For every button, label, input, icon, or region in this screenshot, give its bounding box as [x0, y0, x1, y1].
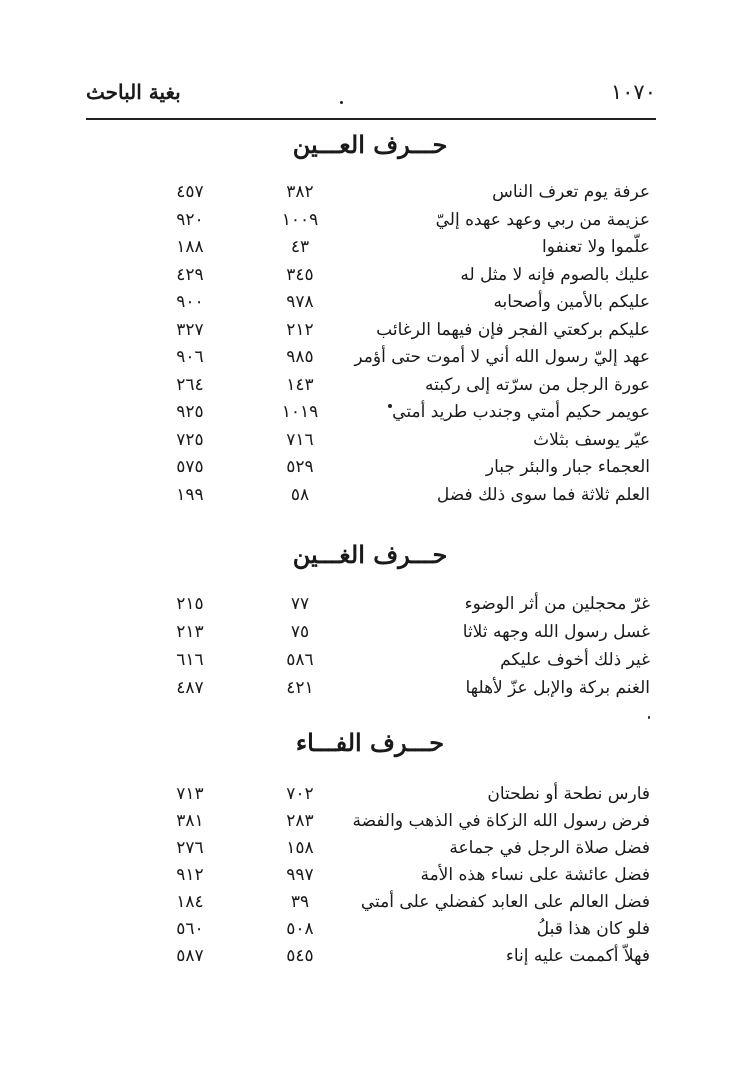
entry-text: عليكم بركعتي الفجر فإن فيهما الرغائب — [376, 319, 650, 340]
entry-row — [0, 457, 734, 485]
entry-text: عورة الرجل من سرّته إلى ركبته — [425, 374, 650, 395]
page-reference: ٧١٣ — [176, 784, 204, 804]
entry-row — [0, 838, 734, 865]
section-title-ain: حـــرف العـــين — [292, 130, 448, 159]
page-reference: ٣٢٧ — [176, 319, 204, 340]
entry-text: فهلاّ أكممت عليه إناء — [505, 946, 650, 966]
entry-row — [0, 919, 734, 946]
entry-text: فضل عائشة على نساء هذه الأمة — [420, 865, 650, 885]
entry-row — [0, 594, 734, 622]
page-reference: ٢٧٦ — [176, 838, 204, 858]
reference-number: ٥٨ — [290, 484, 310, 505]
reference-number: ٩٨٥ — [286, 347, 314, 367]
entry-text: عليك بالصوم فإنه لا مثل له — [460, 264, 650, 285]
page-reference: ٢٦٤ — [176, 374, 204, 395]
entry-row — [0, 265, 734, 293]
reference-number: ٢١٢ — [286, 319, 314, 340]
page-reference: ٩٢٥ — [176, 402, 204, 422]
page-reference: ١٨٤ — [176, 892, 204, 912]
reference-number: ٣٤٥ — [286, 264, 314, 285]
entry-row — [0, 292, 734, 320]
entry-row — [0, 650, 734, 678]
entry-row — [0, 182, 734, 210]
entry-text: الغنم بركة والإبل عزّ لأهلها — [465, 678, 650, 698]
page-number: ١٠٧٠ — [610, 80, 656, 104]
scan-speck — [648, 716, 650, 719]
page-reference: ٥٨٧ — [176, 946, 204, 966]
page-reference: ٦١٦ — [176, 650, 204, 670]
scan-speck — [340, 101, 343, 104]
entry-row — [0, 622, 734, 650]
entry-text: فلو كان هذا قبلُ — [536, 919, 650, 939]
entry-row — [0, 347, 734, 375]
reference-number: ٧٥ — [290, 622, 310, 642]
reference-number: ٤٢١ — [286, 678, 314, 698]
entry-text: علّموا ولا تعنفوا — [542, 237, 650, 257]
entry-text: فرض رسول الله الزكاة في الذهب والفضة — [352, 811, 650, 831]
page-reference: ٩٠٦ — [176, 347, 204, 367]
entry-list-ghain — [0, 594, 734, 706]
page-reference: ١٨٨ — [176, 237, 204, 257]
entry-row — [0, 946, 734, 973]
page-reference: ٩١٢ — [176, 865, 204, 885]
page-reference: ٥٧٥ — [176, 457, 204, 477]
reference-number: ٩٩٧ — [286, 865, 314, 885]
entry-row — [0, 865, 734, 892]
entry-row — [0, 784, 734, 811]
entry-text: العجماء جبار والبئر جبار — [485, 457, 650, 477]
entry-row — [0, 811, 734, 838]
page-reference: ٩٠٠ — [176, 292, 204, 312]
reference-number: ٩٧٨ — [286, 292, 314, 312]
page-reference: ١٩٩ — [176, 484, 204, 505]
section-title-fa: حـــرف الفـــاء — [295, 728, 445, 757]
entry-row — [0, 430, 734, 458]
entry-text: عهد إليّ رسول الله أني لا أموت حتى أؤمر — [354, 347, 650, 367]
entry-text: فارس نطحة أو نطحتان — [487, 784, 650, 804]
entry-text: عليكم بالأمين وأصحابه — [493, 292, 650, 312]
entry-text: العلم ثلاثة فما سوى ذلك فضل — [436, 484, 650, 505]
entry-text: عويمر حكيم أمتي وجندب طريد أمتي — [392, 402, 650, 422]
entry-text: عيّر يوسف بثلاث — [533, 429, 650, 450]
entry-row — [0, 237, 734, 265]
scan-speck — [388, 404, 392, 408]
reference-number: ٧٧ — [290, 594, 310, 614]
entry-text: عزيمة من ربي وعهد عهده إليّ — [435, 209, 650, 230]
page-reference: ٢١٣ — [176, 622, 204, 642]
entry-row — [0, 485, 734, 513]
header-rule — [86, 118, 656, 120]
reference-number: ٣٩ — [290, 892, 310, 912]
reference-number: ٧١٦ — [286, 429, 314, 450]
entry-row — [0, 210, 734, 238]
entry-list-ain — [0, 182, 734, 512]
page-reference: ٧٢٥ — [176, 429, 204, 450]
reference-number: ٧٠٢ — [286, 784, 314, 804]
reference-number: ٥٢٩ — [286, 457, 314, 477]
reference-number: ١٠١٩ — [281, 402, 319, 422]
entry-row — [0, 678, 734, 706]
reference-number: ٥٠٨ — [286, 919, 314, 939]
entry-text: فضل العالم على العابد كفضلي على أمتي — [360, 892, 650, 912]
entry-text: فضل صلاة الرجل في جماعة — [449, 838, 650, 858]
running-title: بغية الباحث — [86, 80, 181, 104]
reference-number: ٣٨٢ — [286, 182, 314, 202]
page-reference: ٥٦٠ — [176, 919, 204, 939]
reference-number: ١٥٨ — [286, 838, 314, 858]
entry-list-fa — [0, 784, 734, 973]
page-reference: ٩٢٠ — [176, 209, 204, 230]
entry-text: غسل رسول الله وجهه ثلاثا — [462, 622, 650, 642]
reference-number: ٤٣ — [290, 237, 310, 257]
reference-number: ٥٤٥ — [286, 946, 314, 966]
reference-number: ١٠٠٩ — [281, 209, 319, 230]
reference-number: ٥٨٦ — [286, 650, 314, 670]
entry-text: غير ذلك أخوف عليكم — [500, 650, 650, 670]
page-reference: ٤٥٧ — [176, 182, 204, 202]
page-reference: ٤٢٩ — [176, 264, 204, 285]
page-header — [86, 80, 656, 112]
reference-number: ٢٨٣ — [286, 811, 314, 831]
page-reference: ٢١٥ — [176, 594, 204, 614]
entry-text: عرفة يوم تعرف الناس — [492, 182, 650, 202]
section-title-ghain: حـــرف الغـــين — [292, 540, 448, 569]
entry-text: غرّ محجلين من أثر الوضوء — [464, 594, 650, 614]
reference-number: ١٤٣ — [286, 374, 314, 395]
entry-row — [0, 375, 734, 403]
page-reference: ٣٨١ — [176, 811, 204, 831]
entry-row — [0, 402, 734, 430]
page-reference: ٤٨٧ — [176, 678, 204, 698]
entry-row — [0, 320, 734, 348]
entry-row — [0, 892, 734, 919]
